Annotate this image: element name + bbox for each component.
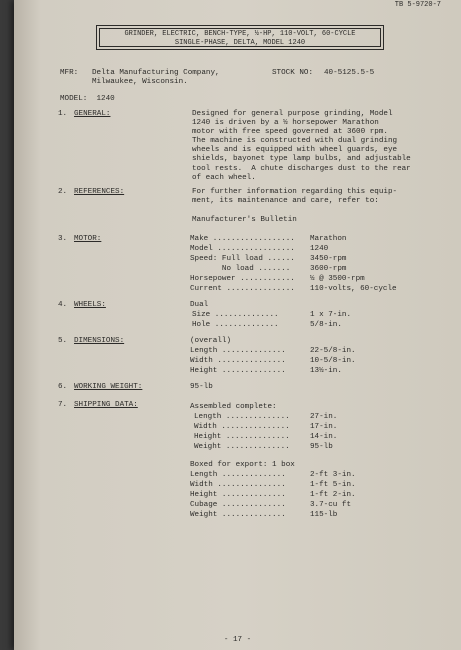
title-line-1: GRINDER, ELECTRIC, BENCH-TYPE, ½-HP, 110-VOLT, 60-CYCLE <box>124 30 356 38</box>
row-value: 1240 <box>310 245 329 253</box>
boxed-title: Boxed for export: 1 box <box>190 461 295 469</box>
text-line: Designed for general purpose grinding, Model <box>192 110 393 118</box>
section-7-heading: SHIPPING DATA: <box>74 401 138 409</box>
row-label: Height .............. <box>190 367 286 375</box>
section-2-number: 2. <box>58 188 68 196</box>
text-line: motor with free speed governed at 3600 rpm. <box>192 128 388 137</box>
section-5-heading: DIMENSIONS: <box>74 337 125 345</box>
mfr-line-2: Milwaukee, Wisconsin. <box>92 78 188 86</box>
row-label: Size .............. <box>192 311 279 319</box>
row-label: Height .............. <box>190 491 286 499</box>
section-1-heading: GENERAL: <box>74 110 111 118</box>
section-3-heading: MOTOR: <box>74 235 102 243</box>
section-4-heading: WHEELS: <box>74 301 106 309</box>
stock-value: 40-5125.5-5 <box>324 69 375 77</box>
row-label: Length .............. <box>194 413 290 421</box>
text-line: tool rests. A chute discharges dust to the rear <box>192 164 411 173</box>
row-value: 3450-rpm <box>310 255 347 263</box>
bulletin-line: Manufacturer's Bulletin <box>192 216 297 224</box>
section-3-number: 3. <box>58 235 68 243</box>
section-4-number: 4. <box>58 301 68 309</box>
section-5-number: 5. <box>58 337 68 345</box>
row-value: 1-ft 2-in. <box>310 491 356 499</box>
row-value: 3.7-cu ft <box>310 501 352 509</box>
mfr-line-1: Delta Manufacturing Company, <box>92 69 220 77</box>
section-1-number: 1. <box>58 110 68 118</box>
row-value: 1 x 7-in. <box>310 311 352 319</box>
row-value: ½ @ 3500-rpm <box>310 275 365 283</box>
row-label: Length .............. <box>190 347 286 355</box>
text-line: 1240 is driven by a ½ horsepower Marathon <box>192 119 379 128</box>
row-label: Height .............. <box>194 433 290 441</box>
row-value: 22-5/8-in. <box>310 347 356 355</box>
row-label: Model ................. <box>190 245 295 253</box>
text-line: wheels and is equipped with wheel guards, eye <box>192 146 398 155</box>
weight-value: 95-lb <box>190 383 213 391</box>
wheels-type: Dual <box>190 301 209 309</box>
general-text <box>192 110 411 183</box>
title-box <box>96 25 384 50</box>
stock-label: STOCK NO: <box>272 69 314 77</box>
row-label: Cubage .............. <box>190 501 286 509</box>
row-value: 5/8-in. <box>310 321 342 329</box>
row-label: Hole .............. <box>192 321 279 329</box>
dimensions-subtitle: (overall) <box>190 337 232 345</box>
row-value: 115-lb <box>310 511 338 519</box>
row-value: 10-5/8-in. <box>310 357 356 365</box>
row-label: Width ............... <box>190 357 286 365</box>
mfr-label: MFR: <box>60 69 79 77</box>
row-value: 14-in. <box>310 433 338 441</box>
row-label: Speed: Full load ...... <box>190 255 295 263</box>
row-value: 13½-in. <box>310 367 342 375</box>
section-2-heading: REFERENCES: <box>74 188 125 196</box>
row-value: 2-ft 3-in. <box>310 471 356 479</box>
page-number: - 17 - <box>223 636 252 644</box>
text-line: of each wheel. <box>192 173 256 182</box>
text-line: ment, its maintenance and care, refer to: <box>192 197 379 206</box>
row-label: Make .................. <box>190 235 295 243</box>
row-label: Weight .............. <box>190 511 286 519</box>
doc-number: TB 5-9720-7 <box>394 1 441 9</box>
row-label: Width ............... <box>190 481 286 489</box>
text-line: shields, bayonet type lamp bulbs, and adjustable <box>192 155 411 164</box>
references-text <box>192 188 397 206</box>
row-label: Length .............. <box>190 471 286 479</box>
text-line: For further information regarding this equip- <box>192 188 398 196</box>
row-value: 95-lb <box>310 443 333 451</box>
title-line-2: SINGLE-PHASE, DELTA, MODEL 1240 <box>174 39 306 47</box>
model-line: MODEL: 1240 <box>60 95 115 103</box>
row-value: Marathon <box>310 235 347 243</box>
row-label: No load ....... <box>190 265 291 273</box>
title-inner <box>99 28 381 47</box>
section-6-number: 6. <box>58 383 68 391</box>
document-page <box>14 0 461 650</box>
row-value: 1-ft 5-in. <box>310 481 356 489</box>
row-label: Width ............... <box>194 423 290 431</box>
text-line: The machine is constructed with dual grinding <box>192 137 398 146</box>
section-6-heading: WORKING WEIGHT: <box>74 383 143 391</box>
row-value: 3600-rpm <box>310 265 347 273</box>
row-value: 17-in. <box>310 423 338 431</box>
row-label: Horsepower ............ <box>190 275 295 283</box>
section-7-number: 7. <box>58 401 68 409</box>
row-value: 110-volts, 60-cycle <box>310 285 397 293</box>
assembled-title: Assembled complete: <box>190 403 277 411</box>
row-label: Weight .............. <box>194 443 290 451</box>
row-value: 27-in. <box>310 413 338 421</box>
row-label: Current ............... <box>190 285 295 293</box>
